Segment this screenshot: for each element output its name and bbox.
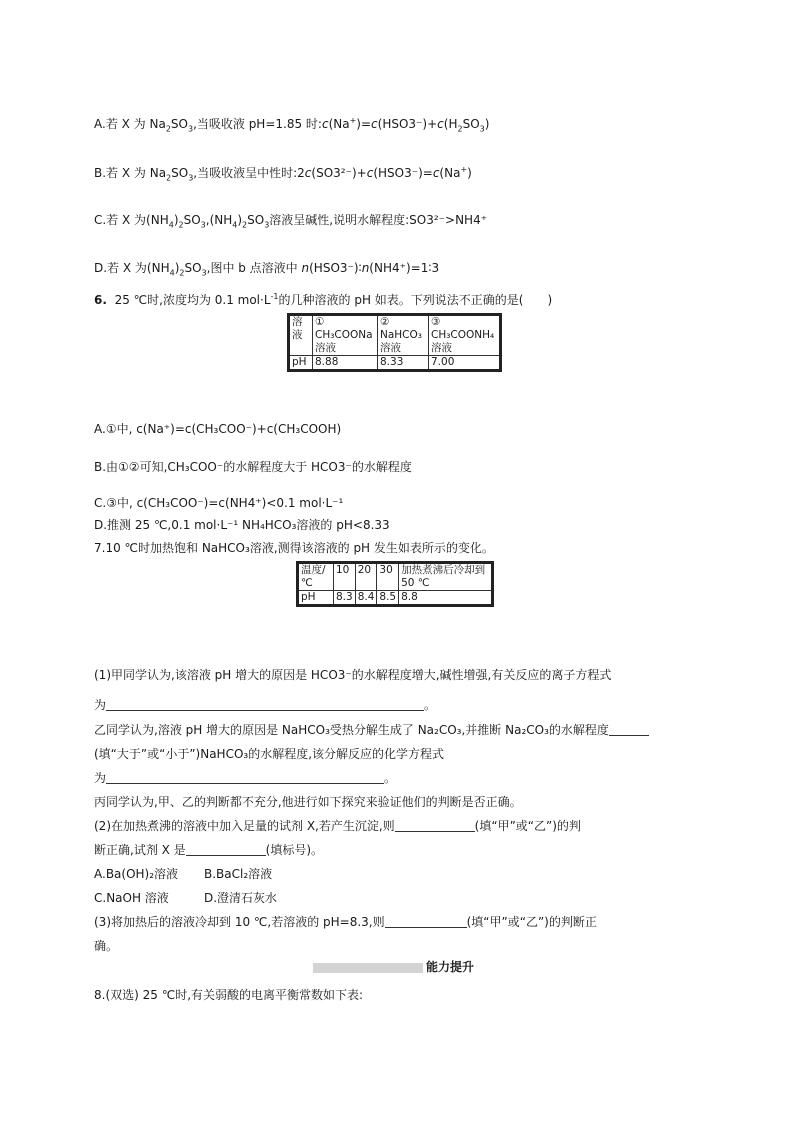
answer-blank[interactable]: [106, 771, 384, 784]
q7-part1-line1: (1)甲同学认为,该溶液 pH 增大的原因是 HCO3⁻的水解程度增大,碱性增强,有关反应的离子方程式: [94, 668, 612, 682]
ammonium-ion: H4⁺: [238, 496, 262, 510]
q7-options-row1: [94, 866, 272, 882]
table-header-cell: 溶液: [289, 315, 313, 356]
bisulfite-ion: O3⁻: [394, 166, 419, 180]
q7-ph-table: [296, 561, 494, 607]
q6-ph-table: [287, 313, 502, 372]
table-row: [289, 315, 501, 356]
ammonium-ion: H4⁺: [464, 213, 488, 227]
section-banner-bar: [313, 963, 423, 973]
table-row: [298, 591, 493, 606]
q7-part1-yi-line2: (填“大于”或“小于”)NaHCO₃的水解程度,该分解反应的化学方程式: [94, 747, 445, 761]
q6-stem: 6. 25 ℃时,浓度均为 0.1 $mol\cdot L^{-1}$的几种溶液的 pH 如表。下列说法不正确的是( ): [94, 292, 553, 307]
table-cell: pH: [289, 356, 313, 371]
option-a: A.Ba(OH)₂溶液: [94, 867, 179, 881]
table-cell: 8.33: [378, 356, 429, 371]
q6-option-d: D.推测 25 ℃,0.1 mol·L⁻¹ NH₄HCO₃溶液的 pH<8.33: [94, 518, 390, 532]
q7-part1-line2: 为 。: [94, 698, 437, 712]
table-cell: 8.88: [313, 356, 378, 371]
option-b: B.BaCl₂溶液: [204, 867, 273, 881]
table-header-cell: 温度/℃: [298, 563, 334, 591]
bisulfite-ion: O3⁻: [330, 261, 354, 275]
table-cell: 8.8: [399, 591, 493, 606]
table-header-cell: 30: [377, 563, 399, 591]
table-header-cell: 20: [355, 563, 377, 591]
ammonium-ion: H4⁺: [382, 261, 406, 275]
q7-part1-yi-line3: 为 。: [94, 771, 397, 785]
table-header-cell: 加热煮沸后冷却到 50 ℃: [399, 563, 493, 591]
bicarbonate-ion: O3⁻: [328, 668, 352, 682]
table-header-cell: 10: [334, 563, 356, 591]
table-cell: 8.4: [355, 591, 377, 606]
q8-stem: 8.(双选) 25 ℃时,有关弱酸的电离平衡常数如下表:: [94, 988, 364, 1002]
section-title: 能力提升: [426, 960, 475, 974]
q5-option-c: C.若 X 为$(NH_4)_2SO_3,(NH_4)_2SO_3$溶液呈碱性,说明水解程度:SO3²⁻>NH4⁺: [94, 213, 488, 230]
table-header-cell: ③ CH₃COONH₄ 溶液: [429, 315, 501, 356]
option-d: D.澄清石灰水: [204, 891, 278, 905]
answer-blank[interactable]: [395, 819, 475, 832]
table-cell: 8.3: [334, 591, 356, 606]
answer-blank[interactable]: [186, 843, 266, 856]
table-cell: 7.00: [429, 356, 501, 371]
q7-part3-line1: (3)将加热后的溶液冷却到 10 ℃,若溶液的 pH=8.3,则 (填“甲”或“乙”)的判断正: [94, 915, 597, 929]
q5-option-b: B.若 X 为 $Na_2SO_3$,当吸收液呈中性时:2c(SO3²⁻)+c(HSO3⁻)=c(Na+): [94, 165, 472, 183]
table-row: [289, 356, 501, 371]
q5-option-a: A.若 X 为 $Na_2SO_3$,当吸收液 pH=1.85 时$:c(Na^+)=c(HSO3^-)+c(H_2SO_3)$: [94, 116, 490, 134]
bicarbonate-ion: O3⁻: [328, 460, 352, 474]
answer-blank[interactable]: [106, 698, 424, 711]
table-row: [298, 563, 493, 591]
q6-option-a: A.①中, c(Na⁺)=c(CH₃COO⁻)+c(CH₃COOH): [94, 422, 342, 436]
q7-stem: 7.10 ℃时加热饱和 NaHCO₃溶液,测得该溶液的 pH 发生如表所示的变化。: [94, 541, 494, 555]
answer-blank[interactable]: [385, 915, 467, 928]
bisulfite-ion: O3⁻: [398, 117, 423, 131]
answer-blank[interactable]: [609, 723, 649, 736]
q5-option-d: D.若 X 为$(NH_4)_2SO_3$,图中 b 点溶液中 n(HSO3⁻)∶n(NH4⁺)=1∶3: [94, 261, 440, 278]
option-c: C.NaOH 溶液: [94, 891, 169, 905]
q7-part1-yi-line1: 乙同学认为,溶液 pH 增大的原因是 NaHCO₃受热分解生成了 Na₂CO₃,并推断 Na₂CO₃的水解程度: [94, 722, 649, 738]
q7-part2-line1: (2)在加热煮沸的溶液中加入足量的试剂 X,若产生沉淀,则 (填“甲”或“乙”)的判: [94, 819, 581, 833]
q6-option-c: C.③中, c(CH₃COO⁻)=c(NH4⁺)<0.1 mol·L⁻¹: [94, 496, 344, 510]
table-header-cell: ① CH₃COONa 溶液: [313, 315, 378, 356]
q7-bing-line: 丙同学认为,甲、乙的判断都不充分,他进行如下探究来验证他们的判断是否正确。: [94, 795, 522, 809]
table-cell: pH: [298, 591, 334, 606]
q6-option-b: B.由①②可知,CH₃COO⁻的水解程度大于 HCO3⁻的水解程度: [94, 460, 412, 474]
q7-options-row2: [94, 890, 277, 906]
q7-part3-line2: 确。: [94, 939, 119, 953]
table-header-cell: ② NaHCO₃ 溶液: [378, 315, 429, 356]
q7-part2-line2: 断正确,试剂 X 是 (填标号)。: [94, 843, 324, 857]
sulfite-ion: O3²⁻: [323, 166, 352, 180]
sulfite-ion: O3²⁻: [416, 213, 446, 227]
table-cell: 8.5: [377, 591, 399, 606]
